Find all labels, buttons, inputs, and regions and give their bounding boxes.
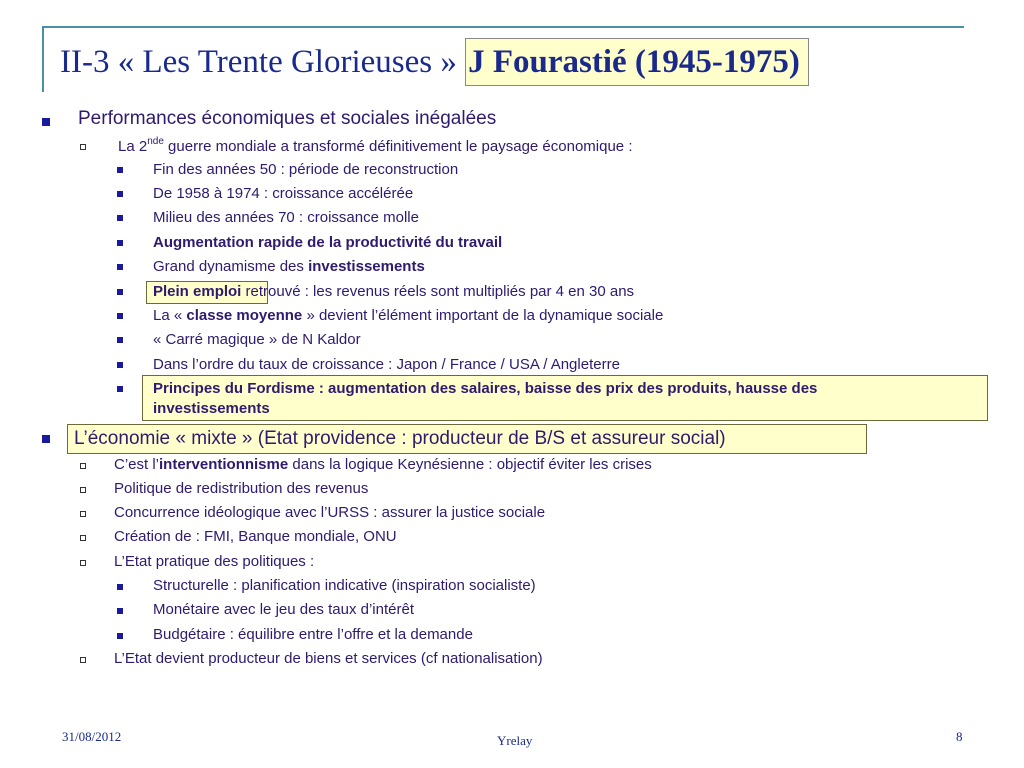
- hollow-square-bullet-icon: [80, 144, 86, 150]
- text-classe-pre: La «: [153, 307, 187, 324]
- hollow-square-bullet-icon: [80, 511, 86, 517]
- bullet-l3-item: Budgétaire : équilibre entre l’offre et la demande: [153, 626, 473, 643]
- text-guerre-sup: nde: [147, 136, 164, 147]
- square-bullet-icon: [117, 289, 123, 295]
- bullet-l1-performances: Performances économiques et sociales inégalées: [78, 108, 497, 129]
- hollow-square-bullet-icon: [80, 487, 86, 493]
- text-plein-post: retrouvé : les revenus réels sont multipliés par 4 en 30 ans: [241, 283, 635, 300]
- bullet-l3-plein-emploi: [153, 282, 634, 302]
- title-highlight: J Fourastié (1945-1975): [465, 38, 809, 86]
- title-frame-horizontal: [42, 26, 964, 28]
- bullet-l2-interventionnisme: [114, 455, 652, 475]
- title-prefix: II-3 « Les Trente Glorieuses »: [60, 44, 457, 80]
- bullet-l2-nationalisation: L’Etat devient producteur de biens et services (cf nationalisation): [114, 650, 543, 667]
- title-frame-vertical: [42, 26, 44, 92]
- bullet-l3-fordisme-line1: Principes du Fordisme : augmentation des salaires, baisse des prix des produits, hausse des: [153, 380, 818, 397]
- square-bullet-icon: [117, 240, 123, 246]
- bullet-l3-investissements: [153, 257, 425, 277]
- square-bullet-icon: [117, 191, 123, 197]
- slide-title: [60, 38, 809, 86]
- text-interv-bold: interventionnisme: [159, 456, 289, 473]
- text-interv-post: dans la logique Keynésienne : objectif éviter les crises: [288, 456, 652, 473]
- bullet-l3-item: Milieu des années 70 : croissance molle: [153, 209, 419, 226]
- text-guerre-pre: La 2: [118, 138, 148, 155]
- hollow-square-bullet-icon: [80, 657, 86, 663]
- text-plein-bold: Plein emploi: [153, 283, 242, 300]
- text-invest-bold: investissements: [308, 258, 425, 275]
- bullet-l3-item: Structurelle : planification indicative (inspiration socialiste): [153, 577, 536, 594]
- square-bullet-icon: [117, 608, 123, 614]
- bullet-l3-kaldor: « Carré magique » de N Kaldor: [153, 331, 361, 348]
- square-bullet-icon: [117, 264, 123, 270]
- bullet-l2-item: Création de : FMI, Banque mondiale, ONU: [114, 528, 397, 545]
- bullet-l3-item: Fin des années 50 : période de reconstruction: [153, 161, 459, 178]
- square-bullet-icon: [117, 633, 123, 639]
- square-bullet-icon: [42, 118, 50, 126]
- square-bullet-icon: [117, 584, 123, 590]
- bullet-l1-economie-mixte: L’économie « mixte » (Etat providence : producteur de B/S et assureur social): [74, 428, 726, 449]
- bullet-l2-item: Politique de redistribution des revenus: [114, 480, 369, 497]
- square-bullet-icon: [117, 215, 123, 221]
- hollow-square-bullet-icon: [80, 463, 86, 469]
- bullet-l3-productivite: Augmentation rapide de la productivité du travail: [153, 234, 503, 251]
- footer-date: 31/08/2012: [62, 729, 122, 744]
- bullet-l3-classe-moyenne: [153, 306, 663, 326]
- footer-page-number: 8: [956, 729, 963, 744]
- hollow-square-bullet-icon: [80, 535, 86, 541]
- square-bullet-icon: [42, 435, 50, 443]
- text-classe-post: » devient l’élément important de la dynamique sociale: [302, 307, 664, 324]
- hollow-square-bullet-icon: [80, 560, 86, 566]
- square-bullet-icon: [117, 167, 123, 173]
- footer-author: Yrelay: [497, 733, 533, 748]
- bullet-l2-item: L’Etat pratique des politiques :: [114, 553, 315, 570]
- square-bullet-icon: [117, 313, 123, 319]
- bullet-l3-item: De 1958 à 1974 : croissance accélérée: [153, 185, 414, 202]
- square-bullet-icon: [117, 386, 123, 392]
- text-classe-bold: classe moyenne: [186, 307, 303, 324]
- text-invest-pre: Grand dynamisme des: [153, 258, 309, 275]
- bullet-l2-guerre: [118, 137, 633, 157]
- bullet-l3-ordre: Dans l’ordre du taux de croissance : Japon / France / USA / Angleterre: [153, 356, 620, 373]
- text-guerre-post: guerre mondiale a transformé définitivement le paysage économique :: [163, 138, 633, 155]
- bullet-l2-item: Concurrence idéologique avec l’URSS : assurer la justice sociale: [114, 504, 546, 521]
- square-bullet-icon: [117, 337, 123, 343]
- bullet-l3-fordisme-line2: investissements: [153, 400, 270, 417]
- text-interv-pre: C’est l’: [114, 456, 160, 473]
- square-bullet-icon: [117, 362, 123, 368]
- bullet-l3-item: Monétaire avec le jeu des taux d’intérêt: [153, 601, 414, 618]
